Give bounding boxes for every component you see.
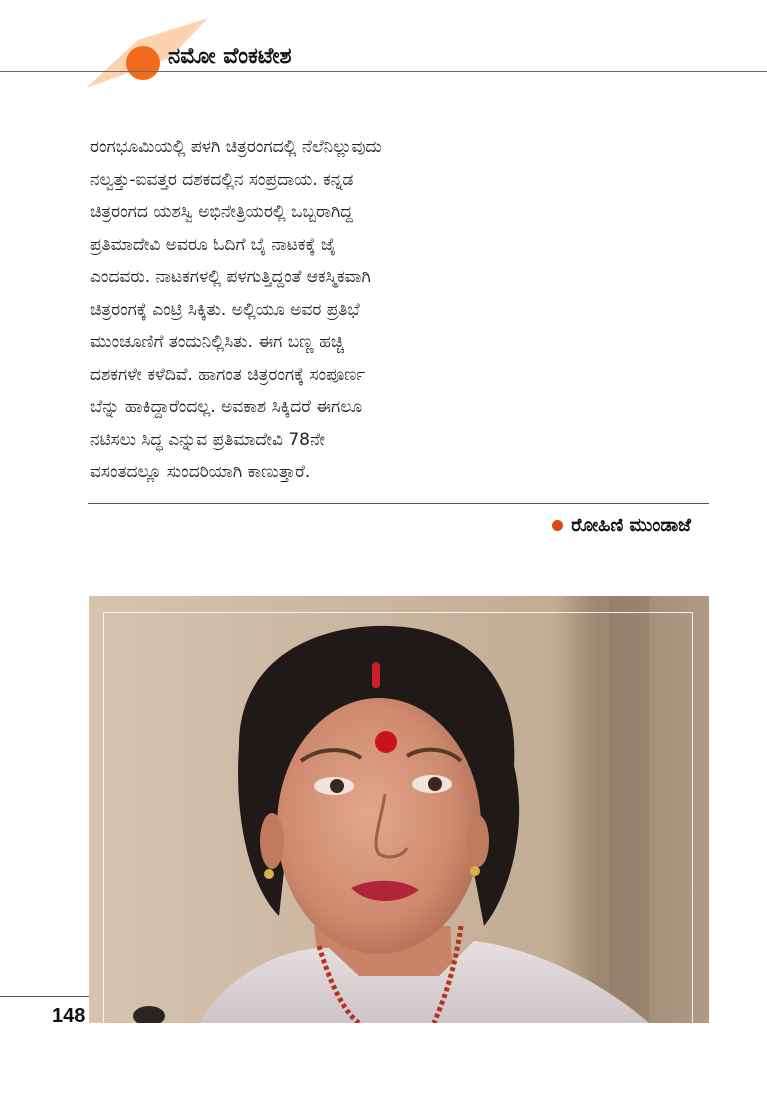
footer-rule	[0, 996, 89, 997]
article-line: ಎಂದವರು. ನಾಟಕಗಳಲ್ಲಿ ಪಳಗುತ್ತಿದ್ದಂತೆ ಆಕಸ್ಮಿಕವಾಗಿ	[90, 267, 371, 287]
byline	[552, 511, 691, 539]
article-line: ನಲ್ವತ್ತು-ಐವತ್ತರ ದಶಕದಲ್ಲಿನ ಸಂಪ್ರದಾಯ. ಕನ್ನಡ	[90, 169, 354, 190]
article-line: ದಶಕಗಳೇ ಕಳೆದಿವೆ. ಹಾಗಂತ ಚಿತ್ರರಂಗಕ್ಕೆ ಸಂಪೂರ್ಣ	[90, 364, 366, 385]
author-name: ರೋಹಿಣಿ ಮುಂಡಾಜೆ	[571, 514, 691, 536]
article-line: ಬೆನ್ನು ಹಾಕಿದ್ದಾರೆಂದಲ್ಲ. ಅವಕಾಶ ಸಿಕ್ಕಿದರೆ ಈಗಲೂ	[90, 397, 363, 417]
portrait-photo	[89, 596, 709, 1023]
article-line: ಚಿತ್ರರಂಗದ ಯಶಸ್ವಿ ಅಭಿನೇತ್ರಿಯರಲ್ಲಿ ಒಬ್ಬರಾಗಿದ್ದ	[90, 202, 353, 222]
section-title: ನಮೋ ವೆಂಕಟೇಶ	[168, 44, 292, 69]
header-rule	[0, 71, 767, 72]
article-line: ನಟಿಸಲು ಸಿದ್ಧ ಎನ್ನುವ ಪ್ರತಿಮಾದೇವಿ 78ನೇ	[90, 429, 325, 450]
byline-rule	[88, 503, 709, 504]
article-body	[90, 131, 510, 489]
byline-bullet-icon	[552, 520, 563, 531]
article-line: ರಂಗಭೂಮಿಯಲ್ಲಿ ಪಳಗಿ ಚಿತ್ರರಂಗದಲ್ಲಿ ನೆಲೆನಿಲ್ಲುವುದು	[90, 137, 382, 157]
article-line: ಮುಂಚೂಣಿಗೆ ತಂದುನಿಲ್ಲಿಸಿತು. ಈಗ ಬಣ್ಣ ಹಚ್ಚಿ	[90, 332, 344, 352]
article-line: ಪ್ರತಿಮಾದೇವಿ ಅವರೂ ಓದಿಗೆ ಬೈ ನಾಟಕಕ್ಕೆ ಜೈ	[90, 234, 336, 255]
article-line: ವಸಂತದಲ್ಲೂ ಸುಂದರಿಯಾಗಿ ಕಾಣುತ್ತಾರೆ.	[90, 462, 311, 482]
page-number: 148	[52, 1005, 86, 1027]
photo-inner-frame	[103, 612, 693, 1023]
header-accent-dot	[126, 46, 160, 80]
article-line: ಚಿತ್ರರಂಗಕ್ಕೆ ಎಂಟ್ರಿ ಸಿಕ್ಕಿತು. ಅಲ್ಲಿಯೂ ಅವರ ಪ್ರತಿಭೆ	[90, 299, 360, 320]
